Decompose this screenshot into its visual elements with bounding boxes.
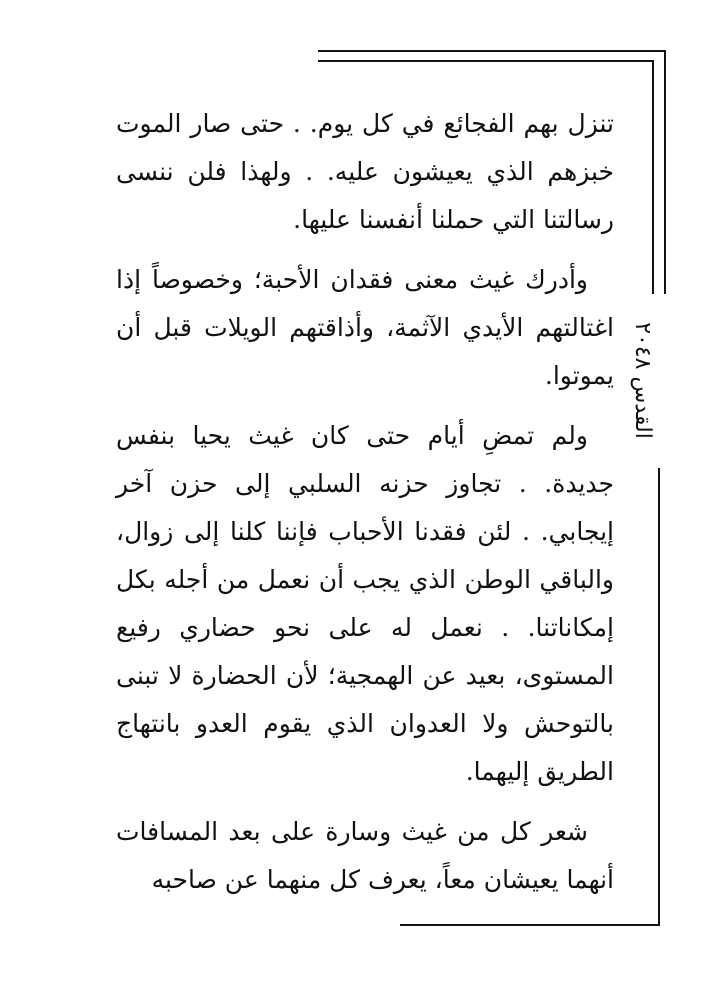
frame-top-inner [318,60,654,62]
frame-bottom [400,924,660,926]
frame-right-lower [658,468,660,926]
frame-right-inner [652,60,654,294]
body-text [116,100,614,916]
paragraph-3: ولم تمضِ أيام حتى كان غيث يحيا بنفس جديدة. . تجاوز حزنه السلبي إلى حزن آخر إيجابي. . لئن فقدنا الأحباب فإننا كلنا إلى زوال، والباقي الوطن الذي يجب أن نعمل من أجله بكل إمكاناتنا. . نعمل له على نحو حضاري رفيع المستوى، بعيد عن الهمجية؛ لأن الحضارة لا تبنى بالتوحش ولا العدوان الذي يقوم العدو بانتهاج الطريق إليهما. [116,421,614,786]
frame-top-outer [318,50,666,52]
running-header [612,300,672,460]
running-header-text: القدس ٢٠٤٨ [629,321,655,439]
frame-right-outer [664,50,666,294]
paragraph-1: تنزل بهم الفجائع في كل يوم. . حتى صار الموت خبزهم الذي يعيشون عليه. . ولهذا فلن ننسى رسالتنا التي حملنا أنفسنا عليها. [116,109,614,234]
paragraph-4: شعر كل من غيث وسارة على بعد المسافات أنهما يعيشان معاً، يعرف كل منهما عن صاحبه [116,817,614,894]
paragraph-2: وأدرك غيث معنى فقدان الأحبة؛ وخصوصاً إذا اغتالتهم الأيدي الآثمة، وأذاقتهم الويلات قبل أن يموتوا. [116,265,614,390]
